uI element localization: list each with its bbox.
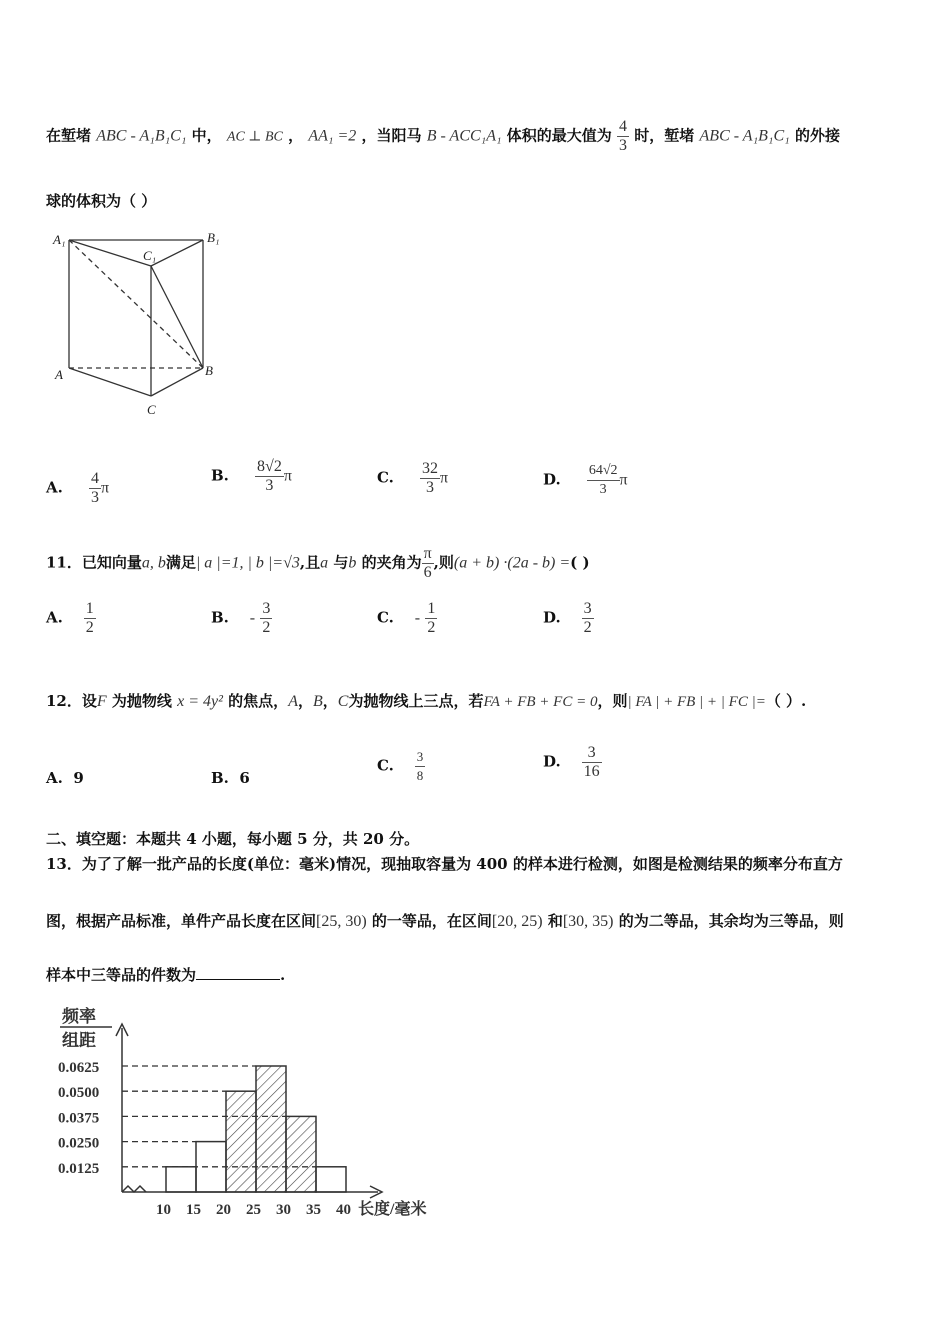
- q10-text: 体积的最大值为: [506, 126, 612, 145]
- histogram-bar: [286, 1116, 316, 1192]
- q10-text: 的外接: [794, 126, 840, 145]
- label-C: C: [147, 402, 156, 417]
- q10-text: 时，堑堵: [634, 126, 695, 145]
- q10-option-b: B. $\frac{8√2}{3}$ π: [211, 458, 292, 494]
- q11-line: 11．已知向量a, b满足| a |=1, | b |=√3,且a 与b 的夹角为 $\frac{\pi}{6}$ ,则(a + b) ·(2a - b) =( ): [46, 545, 590, 581]
- answer-blank[interactable]: [196, 965, 280, 980]
- label-C1: C₁: [143, 248, 157, 263]
- q12-option-b: B. 6: [211, 769, 250, 787]
- x-axis-label: 长度/毫米: [358, 1201, 427, 1218]
- q13-line2: 图，根据产品标准，单件产品长度在区间[25, 30) 的一等品，在区间[20, 25) 和[30, 35) 的为二等品，其余均为三等品，则: [46, 912, 844, 930]
- frequency-histogram: [40, 1000, 470, 1230]
- q13-line3: 样本中三等品的件数为 .: [46, 966, 286, 984]
- label-B1: B₁: [207, 230, 220, 245]
- q10-option-c: C. $\frac{32}{3}$ π: [377, 460, 449, 496]
- q10-math-pyramid: B - ACC₁A₁: [426, 127, 502, 145]
- q10-option-a: A. $\frac{4}{3}$ π: [46, 470, 110, 506]
- q11-option-c: C. - $\frac{1}{2}$: [377, 600, 436, 636]
- q10-line1: [46, 118, 840, 155]
- q10-math-aa1: AA₁ =2: [308, 127, 357, 145]
- histogram-bar: [256, 1066, 286, 1192]
- q10-math-prism: ABC - A₁B₁C₁: [96, 127, 187, 145]
- label-A1: A₁: [53, 232, 66, 247]
- histogram-bar: [226, 1091, 256, 1192]
- q10-line2: 球的体积为（ ）: [46, 192, 157, 210]
- q12-option-c: C. $\frac{3}{8}$: [377, 749, 424, 783]
- q11-option-d: D. $\frac{3}{2}$: [543, 600, 592, 636]
- histogram-bar: [196, 1142, 226, 1192]
- y-axis-label-top: 频率: [62, 1007, 96, 1026]
- x-tick-label: 25: [246, 1202, 261, 1218]
- prism-figure: [45, 228, 235, 423]
- q10-text: 在堑堵: [46, 126, 92, 145]
- q10-text: 中，: [191, 126, 222, 145]
- q10-fraction: $\frac{4}{3}$: [619, 118, 628, 154]
- y-tick-label: 0.0625: [58, 1060, 100, 1076]
- section-heading: 二、填空题：本题共 4 小题，每小题 5 分，共 20 分。: [46, 830, 420, 848]
- histogram-bar: [166, 1167, 196, 1192]
- q13-line1: 13．为了了解一批产品的长度(单位：毫米)情况，现抽取容量为 400 的样本进行检测，如图是检测结果的频率分布直方: [46, 855, 843, 873]
- q10-text: ，当阳马: [361, 126, 422, 145]
- x-tick-label: 15: [186, 1202, 201, 1218]
- q12-option-d: D. $\frac{3}{16}$: [543, 744, 600, 780]
- histogram-bar: [316, 1167, 346, 1192]
- q11-option-b: B. - $\frac{3}{2}$: [211, 600, 271, 636]
- q10-option-d: D. $\frac{64√2}{3}$ π: [543, 463, 628, 497]
- x-tick-label: 30: [276, 1202, 291, 1218]
- x-tick-label: 40: [336, 1202, 351, 1218]
- label-A: A: [55, 367, 63, 382]
- x-tick-label: 35: [306, 1202, 321, 1218]
- y-tick-label: 0.0375: [58, 1110, 100, 1127]
- q12-option-a: A. 9: [46, 769, 84, 787]
- label-B: B: [205, 363, 213, 378]
- q12-line: 12．设F 为抛物线 x = 4y² 的焦点，A，B，C为抛物线上三点，若FA + FB + FC = 0，则| FA | + FB | + | FC |=（ ）.: [46, 692, 807, 710]
- y-tick-label: 0.0125: [58, 1160, 100, 1177]
- y-tick-label: 0.0500: [58, 1085, 100, 1102]
- y-axis-label-bottom: 组距: [62, 1031, 96, 1050]
- q10-math-perp: AC ⊥ BC: [226, 129, 283, 145]
- q11-option-a: A. $\frac{1}{2}$: [46, 600, 94, 636]
- x-tick-label: 10: [156, 1202, 171, 1218]
- q10-text: ，: [288, 126, 304, 145]
- x-tick-label: 20: [216, 1202, 231, 1218]
- y-tick-label: 0.0250: [58, 1135, 100, 1152]
- q10-math-prism2: ABC - A₁B₁C₁: [699, 127, 790, 145]
